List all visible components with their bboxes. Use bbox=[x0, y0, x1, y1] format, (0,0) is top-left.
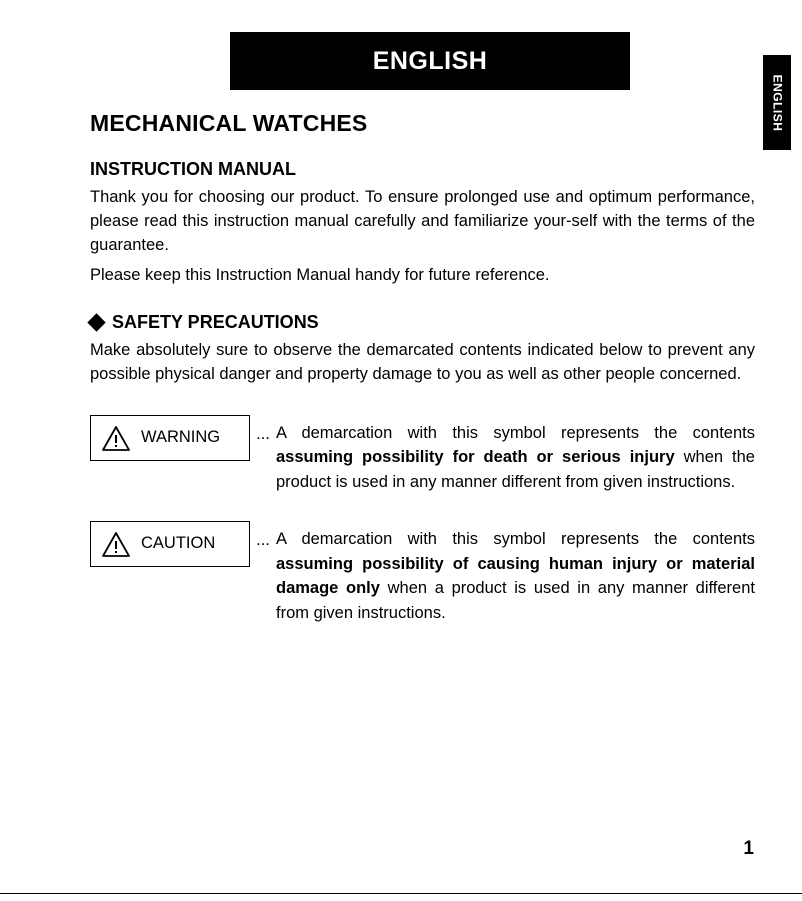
warning-leader-dots: ... bbox=[256, 424, 270, 443]
warning-description-part2: when the product is used in any manner different from given instructions. bbox=[276, 448, 755, 492]
caution-description-part1: A demarcation with this symbol represents the contents bbox=[276, 529, 755, 548]
demarcation-list bbox=[90, 413, 755, 626]
warning-triangle-icon bbox=[101, 530, 131, 558]
black-diamond-icon bbox=[87, 313, 105, 331]
safety-precautions-heading-label: SAFETY PRECAUTIONS bbox=[112, 311, 319, 332]
caution-description bbox=[276, 519, 755, 626]
keep-handy-paragraph: Please keep this Instruction Manual handy for future reference. bbox=[90, 265, 550, 284]
safety-precautions-body: Make absolutely sure to observe the demarcated contents indicated below to prevent any possible physical danger and property damage to you as well as other people concerned. bbox=[90, 340, 755, 383]
page-content bbox=[90, 110, 755, 650]
warning-label-text: WARNING bbox=[141, 428, 221, 447]
page-number: 1 bbox=[743, 838, 754, 859]
safety-precautions-heading bbox=[90, 312, 755, 333]
section-title-instruction-manual: INSTRUCTION MANUAL bbox=[90, 159, 296, 179]
warning-description bbox=[276, 413, 755, 495]
bottom-divider bbox=[0, 893, 802, 894]
warning-description-emphasis: assuming possibility for death or serious injury bbox=[276, 448, 675, 467]
caution-leader-dots: ... bbox=[256, 530, 270, 549]
warning-label-box bbox=[90, 415, 250, 461]
warning-description-part1: A demarcation with this symbol represents the contents bbox=[276, 423, 755, 442]
warning-triangle-icon bbox=[101, 424, 131, 452]
caution-description-emphasis: assuming possibility of causing human injury or material damage only bbox=[276, 554, 755, 598]
language-banner-label: ENGLISH bbox=[372, 46, 488, 75]
demarcation-row-caution bbox=[90, 519, 755, 626]
caution-description-part2: when a product is used in any manner different from given instructions. bbox=[276, 579, 755, 623]
demarcation-row-warning bbox=[90, 413, 755, 495]
caution-label-box bbox=[90, 521, 250, 567]
caution-label-text: CAUTION bbox=[141, 534, 216, 553]
intro-paragraph: Thank you for choosing our product. To ensure prolonged use and optimum performance, please read this instruction manual carefully and familiarize your-self with the terms of the guarantee. bbox=[90, 188, 755, 254]
side-language-tab bbox=[763, 55, 791, 150]
language-banner bbox=[230, 32, 630, 90]
page-title: MECHANICAL WATCHES bbox=[90, 110, 368, 136]
side-language-tab-label: ENGLISH bbox=[770, 74, 784, 131]
